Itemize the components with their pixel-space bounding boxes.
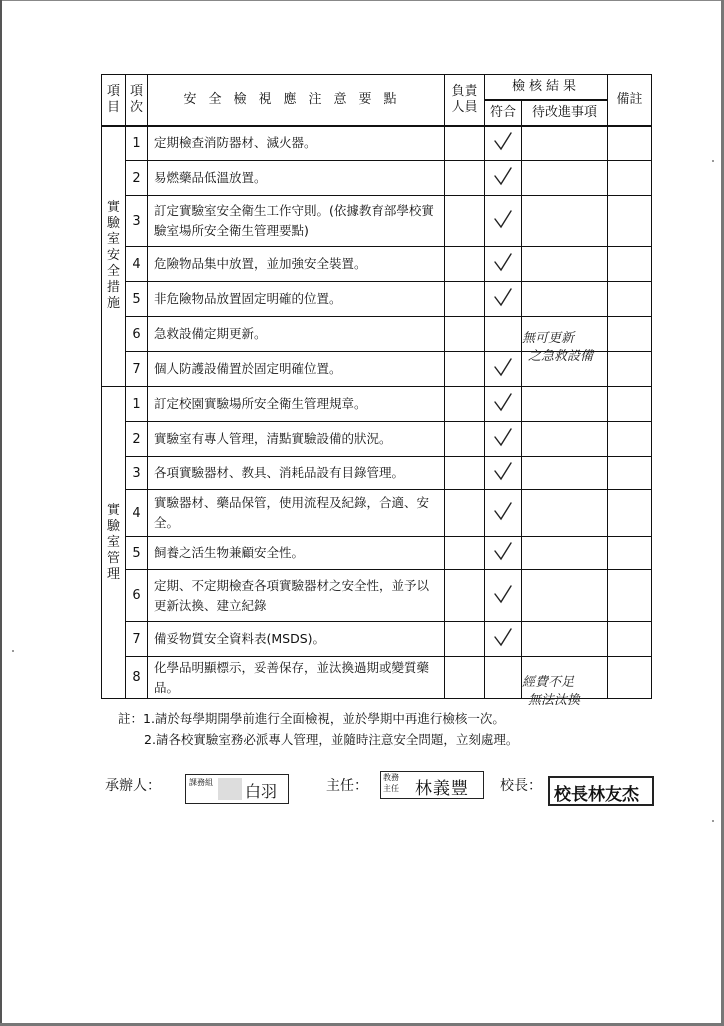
scan-edge-left	[0, 0, 2, 1026]
table-row	[102, 247, 652, 282]
compliant-cell	[485, 387, 522, 422]
to-improve-cell	[522, 657, 608, 708]
responsible-cell	[445, 282, 485, 317]
responsible-cell	[445, 537, 485, 570]
handler-stamp-name: 白羽	[245, 782, 278, 801]
redaction-block	[218, 778, 242, 800]
to-improve-cell	[522, 537, 608, 570]
checkpoint-text: 各項實驗器材、教具、消耗品設有目錄管理。	[148, 457, 445, 490]
table-row	[102, 622, 652, 657]
remarks-cell	[608, 196, 652, 247]
to-improve-cell	[522, 196, 608, 247]
responsible-cell	[445, 570, 485, 622]
compliant-cell	[485, 161, 522, 196]
checkmark-icon	[492, 219, 514, 234]
compliant-cell	[485, 537, 522, 570]
remarks-cell	[608, 422, 652, 457]
item-number: 5	[126, 537, 148, 570]
compliant-cell	[485, 490, 522, 537]
item-number: 7	[126, 622, 148, 657]
item-number: 3	[126, 196, 148, 247]
item-number: 1	[126, 387, 148, 422]
checkpoint-text: 個人防護設備置於固定明確位置。	[148, 352, 445, 387]
handler-stamp	[185, 774, 289, 804]
category-cell	[102, 387, 126, 699]
footnote-1: 註：1.請於每學期開學前進行全面檢視，並於學期中再進行檢核一次。	[118, 711, 505, 726]
header-checkpoints: 安全檢視應注意要點	[148, 75, 445, 126]
to-improve-cell	[522, 317, 608, 364]
handwritten-note-line2: 之急救設備	[528, 349, 594, 364]
footnote-2: 2.請各校實驗室務必派專人管理，並隨時注意安全問題，立刻處理。	[144, 732, 519, 747]
compliant-cell	[485, 570, 522, 622]
to-improve-cell	[522, 622, 608, 657]
signature-row	[0, 767, 724, 807]
table-row	[102, 317, 652, 352]
checkmark-icon	[492, 262, 514, 277]
table-row	[102, 537, 652, 570]
footnotes	[118, 708, 518, 750]
table-row	[102, 490, 652, 537]
checkpoint-text: 實驗器材、藥品保管，使用流程及紀錄，合適、安全。	[148, 490, 445, 537]
item-number: 3	[126, 457, 148, 490]
checkpoint-text: 實驗室有專人管理，清點實驗設備的狀況。	[148, 422, 445, 457]
category-cell	[102, 126, 126, 387]
checkpoint-text: 危險物品集中放置，並加強安全裝置。	[148, 247, 445, 282]
responsible-cell	[445, 457, 485, 490]
compliant-cell	[485, 282, 522, 317]
compliant-cell	[485, 657, 522, 699]
header-item-no: 項次	[126, 75, 148, 126]
checkmark-icon	[492, 594, 514, 609]
compliant-cell	[485, 352, 522, 387]
remarks-cell	[608, 537, 652, 570]
principal-label: 校長：	[500, 778, 542, 794]
checkpoint-text: 化學品明顯標示，妥善保存，並汰換過期或變質藥品。	[148, 657, 445, 699]
responsible-cell	[445, 622, 485, 657]
director-stamp-name: 林義豐	[415, 779, 469, 799]
table-row	[102, 387, 652, 422]
checkpoint-text: 訂定校園實驗場所安全衛生管理規章。	[148, 387, 445, 422]
item-number: 7	[126, 352, 148, 387]
compliant-cell	[485, 422, 522, 457]
remarks-cell	[608, 387, 652, 422]
checkpoint-text: 飼養之活生物兼顧安全性。	[148, 537, 445, 570]
checkmark-icon	[492, 297, 514, 312]
table-row	[102, 457, 652, 490]
checklist-table	[101, 74, 652, 708]
category-label: 實驗室管理	[106, 502, 120, 582]
checkmark-icon	[492, 437, 514, 452]
item-number: 2	[126, 422, 148, 457]
to-improve-cell	[522, 282, 608, 317]
item-number: 2	[126, 161, 148, 196]
responsible-cell	[445, 657, 485, 699]
checkmark-icon	[492, 637, 514, 652]
table-row	[102, 422, 652, 457]
director-label: 主任：	[326, 778, 368, 794]
to-improve-cell	[522, 387, 608, 422]
to-improve-cell	[522, 161, 608, 196]
category-label: 實驗室安全措施	[106, 200, 120, 312]
header-to-improve: 待改進事項	[522, 100, 608, 126]
director-stamp	[380, 771, 484, 799]
item-number: 5	[126, 282, 148, 317]
table-row	[102, 126, 652, 161]
checkpoint-text: 定期、不定期檢查各項實驗器材之安全性，並予以更新汰換、建立紀錄	[148, 570, 445, 622]
compliant-cell	[485, 457, 522, 490]
remarks-cell	[608, 657, 652, 699]
checkpoint-text: 定期檢查消防器材、滅火器。	[148, 126, 445, 161]
scan-speck	[12, 650, 14, 652]
remarks-cell	[608, 457, 652, 490]
checkmark-icon	[492, 141, 514, 156]
table-row	[102, 657, 652, 699]
checkmark-icon	[492, 511, 514, 526]
item-number: 4	[126, 490, 148, 537]
principal-stamp-name: 校長林友杰	[554, 785, 639, 805]
header-result: 檢核結果	[485, 75, 608, 100]
handwritten-note-line2: 無法汰換	[528, 692, 581, 708]
checkmark-icon	[492, 176, 514, 191]
handwritten-note-line1: 無可更新	[522, 331, 575, 346]
compliant-cell	[485, 622, 522, 657]
checkmark-icon	[492, 471, 514, 486]
remarks-cell	[608, 282, 652, 317]
responsible-cell	[445, 317, 485, 352]
checkpoint-text: 急救設備定期更新。	[148, 317, 445, 352]
to-improve-cell	[522, 247, 608, 282]
table-row	[102, 352, 652, 387]
header-responsible: 負責人員	[445, 75, 485, 126]
remarks-cell	[608, 126, 652, 161]
checkmark-icon	[492, 551, 514, 566]
compliant-cell	[485, 317, 522, 352]
item-number: 8	[126, 657, 148, 699]
responsible-cell	[445, 247, 485, 282]
scan-speck	[712, 820, 714, 822]
item-number: 6	[126, 317, 148, 352]
table-row	[102, 196, 652, 247]
remarks-cell	[608, 622, 652, 657]
principal-stamp	[548, 776, 654, 806]
checkpoint-text: 備妥物質安全資料表(MSDS)。	[148, 622, 445, 657]
handler-label: 承辦人：	[105, 778, 161, 794]
checkpoint-text: 非危險物品放置固定明確的位置。	[148, 282, 445, 317]
checkmark-icon	[492, 402, 514, 417]
table-row	[102, 570, 652, 622]
handler-stamp-title: 課務組	[189, 778, 213, 787]
compliant-cell	[485, 126, 522, 161]
remarks-cell	[608, 161, 652, 196]
responsible-cell	[445, 161, 485, 196]
responsible-cell	[445, 422, 485, 457]
checkpoint-text: 訂定實驗室安全衛生工作守則。(依據教育部學校實驗室場所安全衛生管理要點)	[148, 196, 445, 247]
remarks-cell	[608, 317, 652, 352]
responsible-cell	[445, 126, 485, 161]
to-improve-cell	[522, 457, 608, 490]
compliant-cell	[485, 247, 522, 282]
remarks-cell	[608, 490, 652, 537]
to-improve-cell	[522, 422, 608, 457]
director-stamp-title: 教務主任	[383, 773, 399, 793]
responsible-cell	[445, 352, 485, 387]
table-row	[102, 161, 652, 196]
remarks-cell	[608, 570, 652, 622]
header-category: 項目	[102, 75, 126, 126]
to-improve-cell	[522, 126, 608, 161]
remarks-cell	[608, 247, 652, 282]
item-number: 4	[126, 247, 148, 282]
remarks-cell	[608, 352, 652, 387]
header-compliant: 符合	[485, 100, 522, 126]
scan-speck	[712, 160, 714, 162]
responsible-cell	[445, 387, 485, 422]
to-improve-cell	[522, 490, 608, 537]
handwritten-note-line1: 經費不足	[522, 674, 575, 690]
scan-edge-top	[0, 0, 724, 1]
item-number: 6	[126, 570, 148, 622]
checkpoint-text: 易燃藥品低溫放置。	[148, 161, 445, 196]
header-remarks: 備註	[608, 75, 652, 126]
item-number: 1	[126, 126, 148, 161]
table-row	[102, 282, 652, 317]
to-improve-cell	[522, 570, 608, 622]
responsible-cell	[445, 490, 485, 537]
responsible-cell	[445, 196, 485, 247]
to-improve-cell	[522, 352, 608, 387]
checkmark-icon	[492, 367, 514, 382]
compliant-cell	[485, 196, 522, 247]
